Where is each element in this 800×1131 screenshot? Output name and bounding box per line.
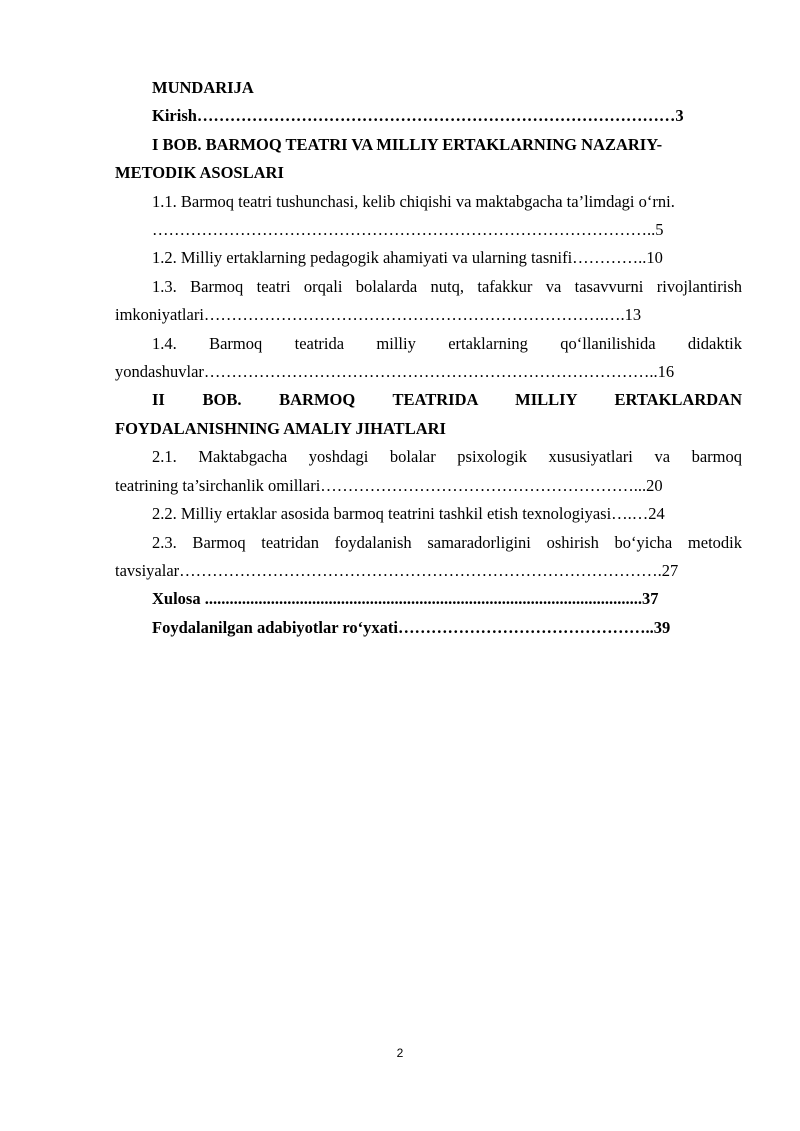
toc-entry-2-2: 2.2. Milliy ertaklar asosida barmoq teatrini tashkil etish texnologiyasi….…24: [152, 504, 665, 524]
toc-entry-1-2: 1.2. Milliy ertaklarning pedagogik ahamiyati va ularning tasnifi…………..10: [152, 248, 663, 268]
toc-entry-references: Foydalanilgan adabiyotlar ro‘yxati………………………………………..39: [152, 617, 671, 637]
toc-entry-1-1-leader: ………………………………………………………………………………..5: [152, 220, 664, 240]
toc-entry-1-4: 1.4. Barmoq teatrida milliy ertaklarning qo‘llanilishida didaktik: [152, 333, 742, 353]
table-of-contents: [115, 74, 742, 642]
toc-chapter-2-heading-cont: FOYDALANISHNING AMALIY JIHATLARI: [115, 418, 446, 438]
page-number: 2: [396, 1046, 404, 1060]
toc-entry-2-1-cont: teatrining ta’sirchanlik omillari…………………………………………………...20: [115, 475, 663, 495]
toc-chapter-2-heading: II BOB. BARMOQ TEATRIDA MILLIY ERTAKLARDAN: [152, 390, 742, 410]
toc-entry-2-3: 2.3. Barmoq teatridan foydalanish samaradorligini oshirish bo‘yicha metodik: [152, 532, 742, 552]
toc-entry-1-4-cont: yondashuvlar………………………………………………………………………..16: [115, 362, 675, 382]
toc-title: MUNDARIJA: [152, 78, 254, 97]
toc-entry-intro: Kirish……………………………………………………………………………3: [152, 106, 684, 126]
toc-entry-2-1: 2.1. Maktabgacha yoshdagi bolalar psixologik xususiyatlari va barmoq: [152, 447, 742, 467]
toc-entry-1-1: 1.1. Barmoq teatri tushunchasi, kelib chiqishi va maktabgacha ta’limdagi o‘rni.: [152, 191, 675, 211]
toc-entry-1-3: 1.3. Barmoq teatri orqali bolalarda nutq, tafakkur va tasavvurni rivojlantirish: [152, 276, 742, 296]
toc-entry-conclusion: Xulosa ..........................................................................................................37: [152, 589, 659, 609]
toc-chapter-1-heading-cont: METODIK ASOSLARI: [115, 163, 284, 183]
toc-entry-2-3-cont: tavsiyalar…………………………………………………………………………….27: [115, 560, 679, 580]
toc-chapter-1-heading: I BOB. BARMOQ TEATRI VA MILLIY ERTAKLARNING NAZARIY-: [152, 134, 663, 154]
toc-entry-1-3-cont: imkoniyatlari……………………………………………………………….….13: [115, 305, 642, 325]
